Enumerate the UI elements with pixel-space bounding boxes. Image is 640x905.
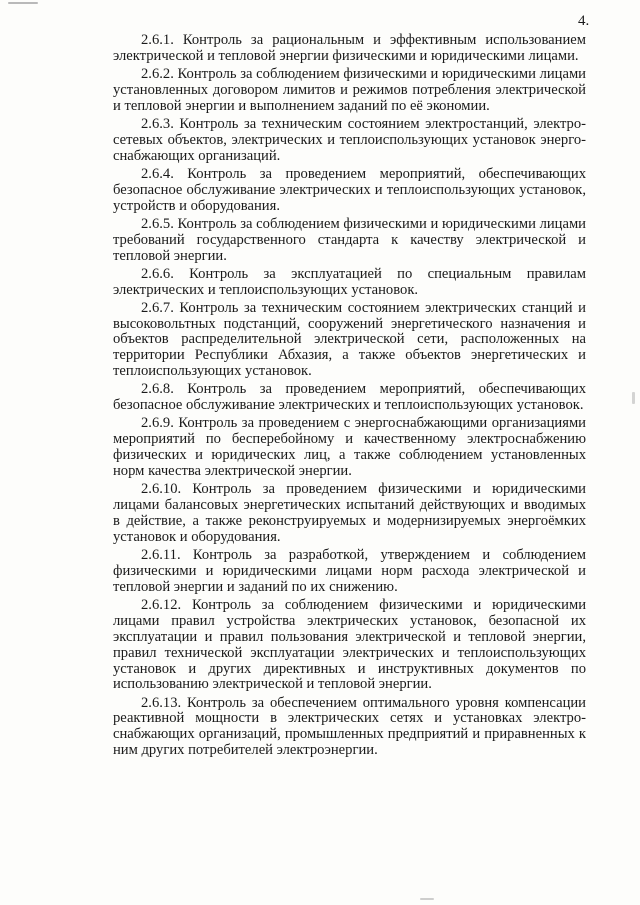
clause-2-6-7: 2.6.7. Контроль за техническим состоянием электрических станций и высоковольтных подстанций, сооружений энергетического назначения и объектов распределительной электрической сети, расположенных на территории Республики Абхазия, а также объектов энергетических и теплоиспользующих установок. [113, 299, 586, 380]
scan-mark-margin [632, 392, 635, 404]
clause-2-6-12: 2.6.12. Контроль за соблюдением физическими и юридическими лицами правил устройства электрических установок, безопасной их эксплуатации и правил пользования электрической и тепловой энергии, правил технической эксплуатации электрических и теплоиспользующих установок и других директивных и инструктивных документов по использованию электрической и тепловой энергии. [113, 596, 586, 693]
clause-2-6-1: 2.6.1. Контроль за рациональным и эффективным использованием электрической и тепловой энергии физическими и юридическими лицами. [113, 32, 586, 64]
document-body [113, 33, 586, 761]
scan-mark-top [8, 2, 38, 4]
scan-mark-bottom [420, 898, 434, 900]
clause-2-6-5: 2.6.5. Контроль за соблюдением физическими и юридическими лицами требований государственного стандарта к качеству электрической и тепловой энергии. [113, 215, 586, 264]
clause-2-6-11: 2.6.11. Контроль за разработкой, утверждением и соблюдением физическими и юридическими лицами норм расхода электрической и тепловой энергии и заданий по их снижению. [113, 546, 586, 595]
clause-2-6-13: 2.6.13. Контроль за обеспечением оптимального уровня компенсации реактивной мощности в электрических сетях и установках электроснабжающих организаций, промышленных предприятий и приравненных к ним других потребителей электроэнергии. [113, 694, 586, 759]
clause-2-6-3: 2.6.3. Контроль за техническим состоянием электростанций, электросетевых объектов, электрических и теплоиспользующих установок энергоснабжающих организаций. [113, 115, 586, 164]
clause-2-6-9: 2.6.9. Контроль за проведением с энергоснабжающими организациями мероприятий по бесперебойному и качественному электроснабжению физических и юридических лиц, а также соблюдением установленных норм качества электрической энергии. [113, 415, 586, 480]
clause-2-6-4: 2.6.4. Контроль за проведением мероприятий, обеспечивающих безопасное обслуживание электрических и теплоиспользующих установок, устройств и оборудования. [113, 165, 586, 214]
page-number: 4. [578, 13, 590, 29]
clause-2-6-6: 2.6.6. Контроль за эксплуатацией по специальным правилам электрических и теплоиспользующих установок. [113, 265, 586, 298]
clause-2-6-2: 2.6.2. Контроль за соблюдением физическими и юридическими лицами установленных договором лимитов и режимов потребления электрической и тепловой энергии и выполнением заданий по её экономии. [113, 66, 586, 114]
clause-2-6-10: 2.6.10. Контроль за проведением физическими и юридическими лицами балансовых энергетических испытаний действующих и вводимых в действие, а также реконструируемых и модернизируемых энергоёмких установок и оборудования. [113, 481, 586, 545]
clause-2-6-8: 2.6.8. Контроль за проведением мероприятий, обеспечивающих безопасное обслуживание электрических и теплоиспользующих установок. [113, 381, 586, 414]
